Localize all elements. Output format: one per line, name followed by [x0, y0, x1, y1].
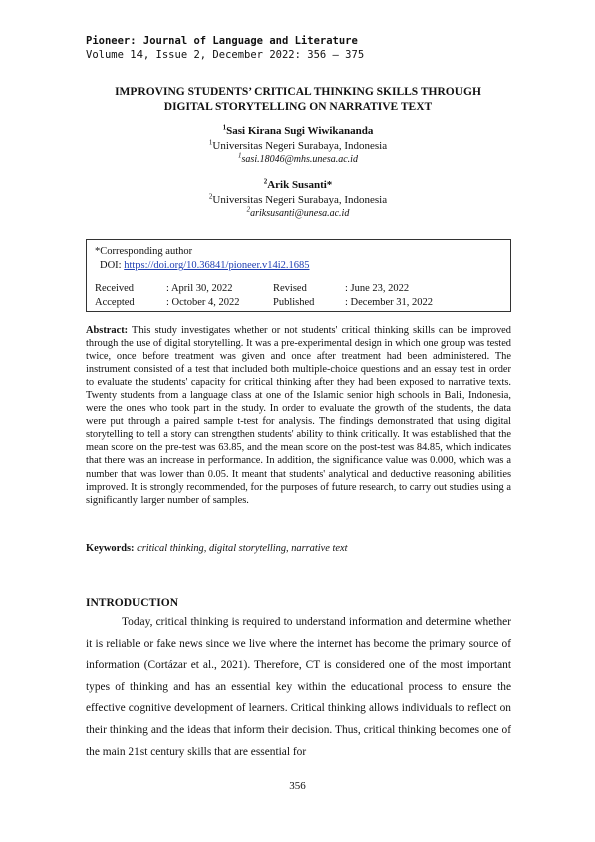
revised-value: : June 23, 2022	[345, 283, 410, 294]
email-sup: 1	[238, 151, 242, 160]
article-title-line-2: DIGITAL STORYTELLING ON NARRATIVE TEXT	[163, 101, 433, 113]
author-sup: 2	[263, 177, 268, 186]
author-sup: 1	[222, 123, 227, 132]
journal-volume: Volume 14, Issue 2, December 2022: 356 – 375	[86, 49, 365, 61]
corresponding-author: *Corresponding author	[95, 246, 193, 257]
affiliation-sup: 1	[208, 137, 213, 146]
received-label: Received	[95, 283, 135, 294]
article-title-line-1: IMPROVING STUDENTS’ CRITICAL THINKING SKILLS THROUGH	[115, 86, 481, 98]
author-email	[86, 207, 510, 222]
doi-link[interactable]: https://doi.org/10.36841/pioneer.v14i2.1685	[124, 260, 310, 271]
introduction-heading: INTRODUCTION	[86, 597, 179, 609]
journal-header	[86, 34, 516, 62]
doi-line	[100, 260, 310, 271]
abstract-text: This study investigates whether or not students' critical thinking skills can be improved through the use of digital storytelling. It was a pre-experimental design in which one group was tested twice, once before treatment was given and once after treatment had been administered. The instrument consisted of a test that included both multiple-choice questions and an essay test in order to evaluate the students' capacity for critical thinking after they had been exposed to narrative texts. Twenty students from a language class at one of the Islamic senior high schools in Bali, Indonesia, were the ones who took part in the study. In order to evaluate the growth of the students, the data were put through a paired sample t-test for analysis. The findings demonstrated that using digital storytelling to tell a story can strengthen students' ability to think critically. It was established that the mean score on the pre-test was 63.85, and the mean score on the post-test was 84.85, which indicates that there was an increase in performance. In addition, the significance value was 0.000, which was a number that was lower than 0.05. It meant that students' analytical and deductive reasoning abilities improved. It is strongly recommended, for the purposes of future research, to carry out studies using a significantly larger number of samples.	[86, 325, 511, 506]
keywords-text: critical thinking, digital storytelling, narrative text	[137, 543, 348, 554]
keywords-label: Keywords:	[86, 543, 135, 554]
page-number: 356	[289, 780, 306, 792]
published-label: Published	[273, 297, 315, 308]
revised-label: Revised	[273, 283, 307, 294]
abstract-label: Abstract:	[86, 325, 129, 336]
affiliation-text: Universitas Negeri Surabaya, Indonesia	[212, 139, 388, 152]
keywords	[86, 543, 511, 554]
author-affiliation	[86, 193, 510, 208]
author-block-1	[86, 124, 510, 168]
author-name	[86, 178, 510, 193]
affiliation-sup: 2	[208, 191, 213, 200]
journal-title: Pioneer: Journal of Language and Literature	[86, 35, 358, 47]
accepted-label: Accepted	[95, 297, 135, 308]
author-name	[86, 124, 510, 139]
email-sup: 2	[246, 205, 251, 214]
author-email	[86, 153, 510, 168]
email-text: sasi.18046@mhs.unesa.ac.id	[241, 154, 358, 165]
author-name-text: Arik Susanti*	[267, 179, 333, 191]
received-value: : April 30, 2022	[166, 283, 233, 294]
doi-label: DOI:	[100, 260, 122, 271]
accepted-value: : October 4, 2022	[166, 297, 240, 308]
author-block-2	[86, 178, 510, 222]
article-info-box	[86, 239, 511, 312]
article-title	[86, 85, 510, 115]
author-affiliation	[86, 139, 510, 154]
email-text: ariksusanti@unesa.ac.id	[250, 208, 350, 219]
author-name-text: Sasi Kirana Sugi Wiwikananda	[226, 125, 374, 137]
introduction-paragraph: Today, critical thinking is required to understand information and determine whether it is reliable or fake news since we live where the internet has become the primary source of information (Cortázar et al., 2021). Therefore, CT is considered one of the most important types of thinking and has an essential key within the educational process to ensure the effective cognitive development of learners. Critical thinking allows individuals to reflect on their thinking and the ideas that inform their decision. Thus, critical thinking becomes one of the main 21st century skills that are essential for	[86, 616, 511, 758]
affiliation-text: Universitas Negeri Surabaya, Indonesia	[212, 193, 388, 206]
published-value: : December 31, 2022	[345, 297, 434, 308]
abstract	[86, 324, 511, 507]
